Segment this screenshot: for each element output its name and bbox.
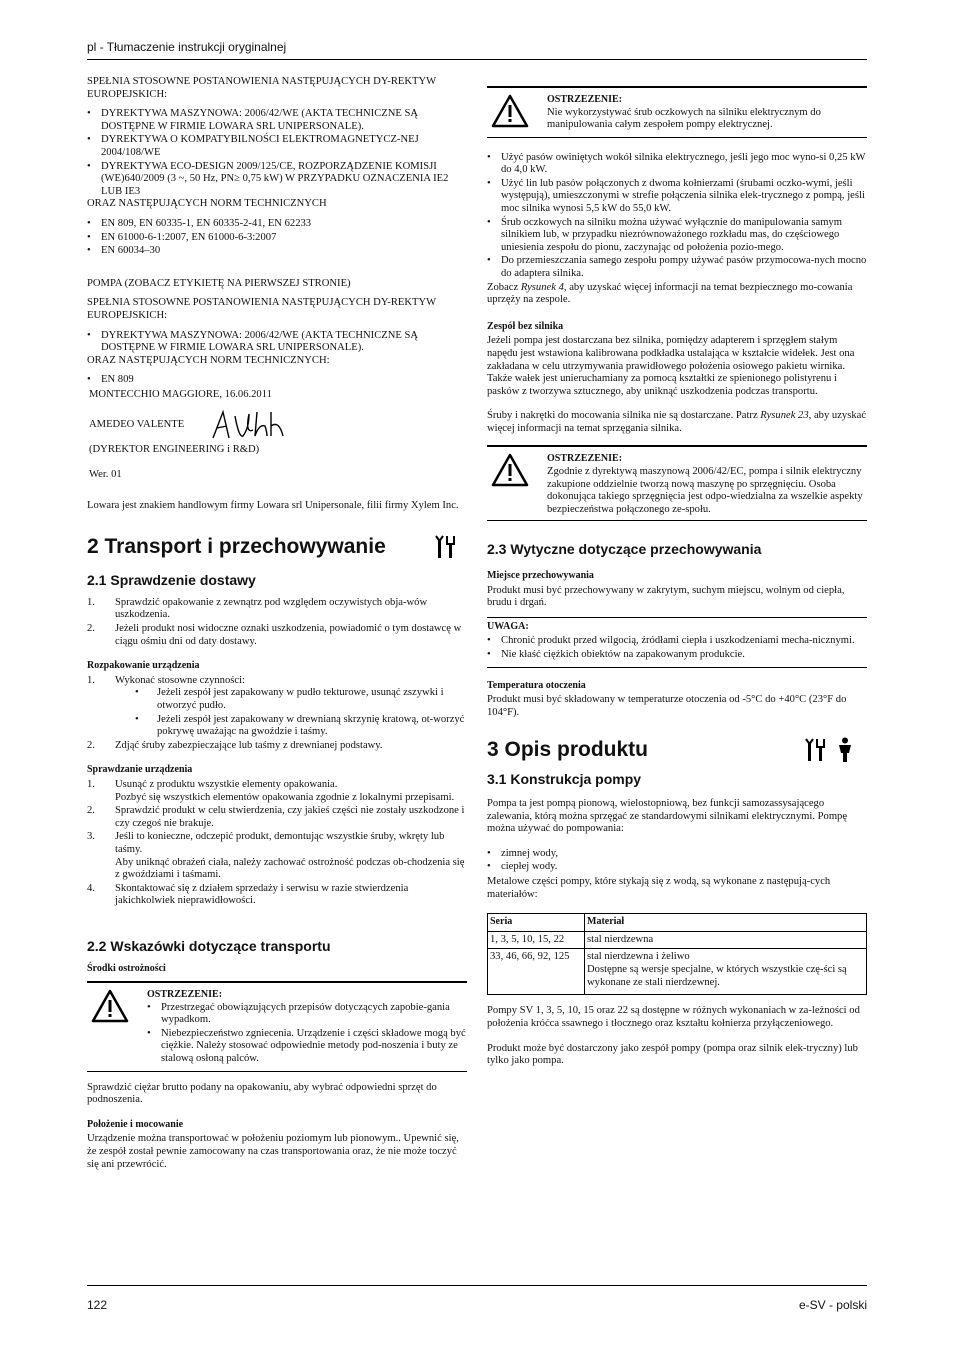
directive-item: • DYREKTYWA O KOMPATYBILNOŚCI ELEKTROMAGNETYCZ-NEJ 2004/108/WE	[101, 134, 467, 159]
signer-role: (DYREKTOR ENGINEERING i R&D)	[89, 444, 260, 456]
design-text: Pompa ta jest pompą pionową, wielostopniową, bez funkcji samozassysającego zalewania, którą można sprzęgać ze standardowymi silnikami elektrycznymi. Pompę można używać do pompowania:	[487, 797, 848, 835]
list-item: 3. Jeśli to konieczne, odczepić produkt, demontując wszystkie śruby, wkręty lub taśmy. Aby uniknąć obrażeń ciała, należy zachować ostrożność podczas ob-chodzenia się z gwoździami i taśmami.	[87, 831, 465, 881]
warning-title: OSTRZEZENIE:	[547, 94, 623, 105]
pumped-liquids-list	[487, 848, 867, 874]
temperature-text: Produkt musi być składowany w temperaturze otoczenia od -5°C do +40°C (23°F do 104°F).	[487, 694, 847, 718]
list-item: • Do przemieszczania samego zespołu pompy używać pasów przymocowa-nych mocno do adaptera silnika.	[501, 255, 867, 280]
warning-item: • Niebezpieczeństwo zgniecenia. Urządzenie i części składowe mogą być ciężkie. Należy stosować odpowiednie metody pod-noszenia i buty ze stalową osłoną palców.	[161, 1028, 467, 1066]
materials-table	[487, 913, 867, 995]
delivery-check-list	[87, 597, 467, 648]
left-column	[87, 76, 467, 1178]
warning-item: • Przestrzegać obowiązujących przepisów dotyczących zapobie-gania wypadkom.	[161, 1002, 467, 1027]
norms-title: ORAZ NASTĘPUJĄCYCH NORM TECHNICZNYCH	[87, 198, 327, 210]
list-item: • ciepłej wody.	[501, 861, 867, 874]
inspect-list	[87, 779, 467, 908]
warning-box	[87, 981, 467, 1072]
directive-item: • DYREKTYWA MASZYNOWA: 2006/42/WE (AKTA TECHNICZNE SĄ DOSTĘPNE W FIRMIE LOWARA SRL UNIPERSONALE).	[101, 330, 467, 355]
section-3-title: 3 Opis produktu	[487, 738, 649, 762]
header-rule	[87, 59, 867, 60]
notice-item: • Chronić produkt przed wilgocią, źródłami ciepła i uszkodzeniami mecha-nicznymi.	[501, 635, 867, 648]
no-motor-title: Zespół bez silnika	[487, 320, 564, 332]
warning-box	[487, 86, 867, 138]
unpack-title: Rozpakowanie urządzenia	[87, 660, 200, 672]
list-item: 2. Jeżeli produkt nosi widoczne oznaki uszkodzenia, powiadomić o tym dostawcę w ciągu ośmiu dni od daty dostawy.	[87, 623, 462, 647]
tools-icon	[805, 737, 827, 763]
warning-icon	[491, 453, 529, 487]
norm-item: • EN 61000-6-1:2007, EN 61000-6-3:2007	[101, 232, 467, 245]
page-header: pl - Tłumaczenie instrukcji oryginalnej	[87, 40, 287, 54]
tools-icon	[435, 534, 457, 560]
declaration-intro-2: SPEŁNIA STOSOWNE POSTANOWIENIA NASTĘPUJĄCYCH DY-REKTYW EUROPEJSKICH:	[87, 297, 436, 321]
signature-image	[209, 408, 289, 442]
trademark-note: Lowara jest znakiem handlowym firmy Lowara srl Unipersonale, filii firmy Xylem Inc.	[87, 499, 459, 511]
footer-rule	[87, 1285, 867, 1286]
position-title: Położenie i mocowanie	[87, 1118, 184, 1130]
bolts-note: Śruby i nakrętki do mocowania silnika nie są dostarczane. Patrz Rysunek 23, aby uzyskać więcej informacji na temat sprzęgania silnika.	[487, 410, 867, 434]
section-2-title: 2 Transport i przechowywanie	[87, 534, 386, 558]
directive-item: • DYREKTYWA MASZYNOWA: 2006/42/WE (AKTA TECHNICZNE SĄ DOSTĘPNE W FIRMIE LOWARA SRL UNIPERSONALE).	[101, 108, 467, 133]
list-item: 1. Wykonać stosowne czynności: • Jeżeli zespół jest zapakowany w pudło tekturowe, usunąć zszywki i otworzyć pudło. • Jeżeli zespół jest zapakowany w drewnianą skrzynię kratową, ot-worzyć pokrywę uważając na gwoździe i taśmy.	[87, 675, 467, 739]
page-number: 122	[87, 1298, 108, 1312]
norm-item: • EN 809, EN 60335-1, EN 60335-2-41, EN 62233	[101, 218, 467, 231]
directive-item: • DYREKTYWA ECO-DESIGN 2009/125/CE, ROZPORZĄDZENIE KOMISJI (WE)640/2009 (3 ~, 50 Hz, PN≥ 0,75 kW) W PRZYPADKU OZNACZENIA IE2 LUB IE3	[101, 161, 467, 199]
norm-item: • EN 60034–30	[101, 245, 467, 258]
doc-name: e-SV - polski	[798, 1298, 867, 1312]
person-icon	[837, 737, 853, 763]
table-row: 33, 46, 66, 92, 125 stal nierdzewna i żeliwo Dostępne są wersje specjalne, w których wszystkie czę-ści są wykonane ze stali nierdzewnej.	[488, 949, 867, 995]
warning-text: Nie wykorzystywać śrub oczkowych na silniku elektrycznym do manipulowania całym zespołem pompy elektrycznej.	[547, 106, 821, 131]
norms-list-2	[87, 374, 467, 387]
temperature-title: Temperatura otoczenia	[487, 679, 586, 691]
storage-place-title: Miejsce przechowywania	[487, 570, 594, 582]
weight-note: Sprawdzić ciężar brutto podany na opakowaniu, aby wybrać odpowiedni sprzęt do podnoszenia.	[87, 1081, 437, 1106]
list-item: • zimnej wody,	[501, 848, 867, 861]
section-2-2-title: 2.2 Wskazówki dotyczące transportu	[87, 937, 331, 954]
table-header: Materiał	[585, 914, 867, 932]
list-item: 2. Zdjąć śruby zabezpieczające lub taśmy z drewnianej podstawy.	[87, 739, 383, 751]
position-text: Urządzenie można transportować w położeniu poziomym lub pionowym.. Upewnić się, że zespół został pewnie zamocowany na czas transportowania oraz, że nie może toczyć się ani przewrócić.	[87, 1133, 459, 1170]
list-item: 1. Usunąć z produktu wszystkie elementy opakowania. Pozbyć się wszystkich elementów opakowania zgodnie z lokalnymi przepisami.	[87, 778, 455, 803]
supply-text: Produkt może być dostarczony jako zespół pompy (pompa oraz silnik elek-tryczny) lub tylko jako pompa.	[487, 1042, 858, 1067]
sub-item: • Jeżeli zespół jest zapakowany w pudło tekturowe, usunąć zszywki i otworzyć pudło.	[157, 687, 467, 712]
see-figure-note: Zobacz Rysunek 4, aby uzyskać więcej informacji na temat bezpiecznego mo-cowania uprzęży na zespole.	[487, 281, 853, 306]
lifting-list	[487, 152, 867, 281]
list-item: 4. Skontaktować się z działem sprzedaży i serwisu w razie stwierdzenia jakichkolwiek nieprawidłowości.	[87, 882, 409, 907]
place-date: MONTECCHIO MAGGIORE, 16.06.2011	[89, 388, 272, 400]
section-3-1-title: 3.1 Konstrukcja pompy	[487, 771, 642, 788]
no-motor-text: Jeżeli pompa jest dostarczana bez silnika, pomiędzy adapterem i sprzęgłem stałym napędu jest wstawiona kalibrowana podkładka ustalająca w kształcie widełek. Jest ona zakładana w celu utrzymywania prawidłowego położenia osiowego pakietu wirnika. Także wałek jest unieruchamiany za pomocą kształtki ze spienionego polistyrenu i pasków z tworzywa sztucznego, aby uniknąć uszkodzenia podczas transportu.	[487, 335, 855, 397]
section-2-1-title: 2.1 Sprawdzenie dostawy	[87, 572, 256, 589]
notice-item: • Nie kłaść ciężkich obiektów na zapakowanym produkcie.	[501, 649, 867, 662]
warning-title: OSTRZEZENIE:	[547, 453, 623, 465]
pump-note: POMPA (ZOBACZ ETYKIETĘ NA PIERWSZEJ STRONIE)	[87, 277, 351, 289]
unpack-list	[87, 675, 467, 753]
list-item: 2. Sprawdzić produkt w celu stwierdzenia, czy jakieś części nie zostały uszkodzone i czy czegoś nie brakuje.	[87, 805, 465, 829]
norms-list	[87, 218, 467, 258]
sv-variants-text: Pompy SV 1, 3, 5, 10, 15 oraz 22 są dostępne w różnych wykonaniach w za-leżności od położenia króćca ssawnego i tłocznego oraz kształtu kołnierza przyłączeniowego.	[487, 1005, 860, 1029]
list-item: • Użyć lin lub pasów połączonych z dwoma kołnierzami (śrubami oczko-wymi, jeśli występują), umieszczonymi w strefie połączenia silnika elek-trycznego z pompą, jeśli moc silnika wynosi 5,5 kW do 55,0 kW.	[501, 178, 867, 216]
norms-title-2: ORAZ NASTĘPUJĄCYCH NORM TECHNICZNYCH:	[87, 354, 330, 366]
table-row: 1, 3, 5, 10, 15, 22 stal nierdzewna	[488, 931, 867, 949]
warning-icon	[91, 989, 129, 1023]
materials-intro: Metalowe części pompy, które stykają się z wodą, są wykonane z następują-cych materiałów:	[487, 875, 831, 900]
list-item: • Śrub oczkowych na silniku można używać wyłącznie do manipulowania samym silnikiem lub, w przypadku niezrównoważonego rozkładu mas, do częściowego uniesienia zespołu do pionu, zaczynając od położenia pozio-mego.	[501, 217, 867, 255]
warning-icon	[491, 94, 529, 128]
storage-place-text: Produkt musi być przechowywany w zakrytym, suchym miejscu, wolnym od ciepła, brudu i drgań.	[487, 584, 845, 609]
version: Wer. 01	[89, 469, 122, 481]
warning-text: Zgodnie z dyrektywą maszynową 2006/42/EC, pompa i silnik elektryczny zakupione oddzielnie tworzą nową maszynę po sprzęgnięciu. Osoba dokonująca takiego sprzęgnięcia jest odpo-wiedzialna za wszelkie aspekty bezpieczeństwa połączonego ze-społu.	[547, 466, 863, 515]
table-header: Seria	[488, 914, 585, 932]
notice-box	[487, 617, 867, 668]
inspect-title: Sprawdzanie urządzenia	[87, 764, 193, 776]
directives-list	[87, 108, 467, 198]
list-item: 1. Sprawdzić opakowanie z zewnątrz pod względem oczywistych obja-wów uszkodzenia.	[87, 596, 428, 621]
warning-title: OSTRZEZENIE:	[147, 989, 223, 1001]
notice-title: UWAGA:	[487, 620, 529, 632]
declaration-intro: SPEŁNIA STOSOWNE POSTANOWIENIA NASTĘPUJĄCYCH DY-REKTYW EUROPEJSKICH:	[87, 76, 436, 100]
norm-item: • EN 809	[101, 374, 467, 387]
directives-list-2	[87, 330, 467, 355]
signer-name: AMEDEO VALENTE	[89, 419, 185, 431]
sub-item: • Jeżeli zespół jest zapakowany w drewnianą skrzynię kratową, ot-worzyć pokrywę uważając na gwoździe i taśmy.	[157, 714, 467, 739]
right-column	[487, 76, 867, 1075]
list-item: • Użyć pasów owiniętych wokół silnika elektrycznego, jeśli jego moc wyno-si 0,25 kW do 4,0 kW.	[501, 152, 867, 177]
section-2-3-title: 2.3 Wytyczne dotyczące przechowywania	[487, 541, 762, 558]
precautions-title: Środki ostrożności	[87, 962, 166, 974]
warning-box	[487, 445, 867, 521]
